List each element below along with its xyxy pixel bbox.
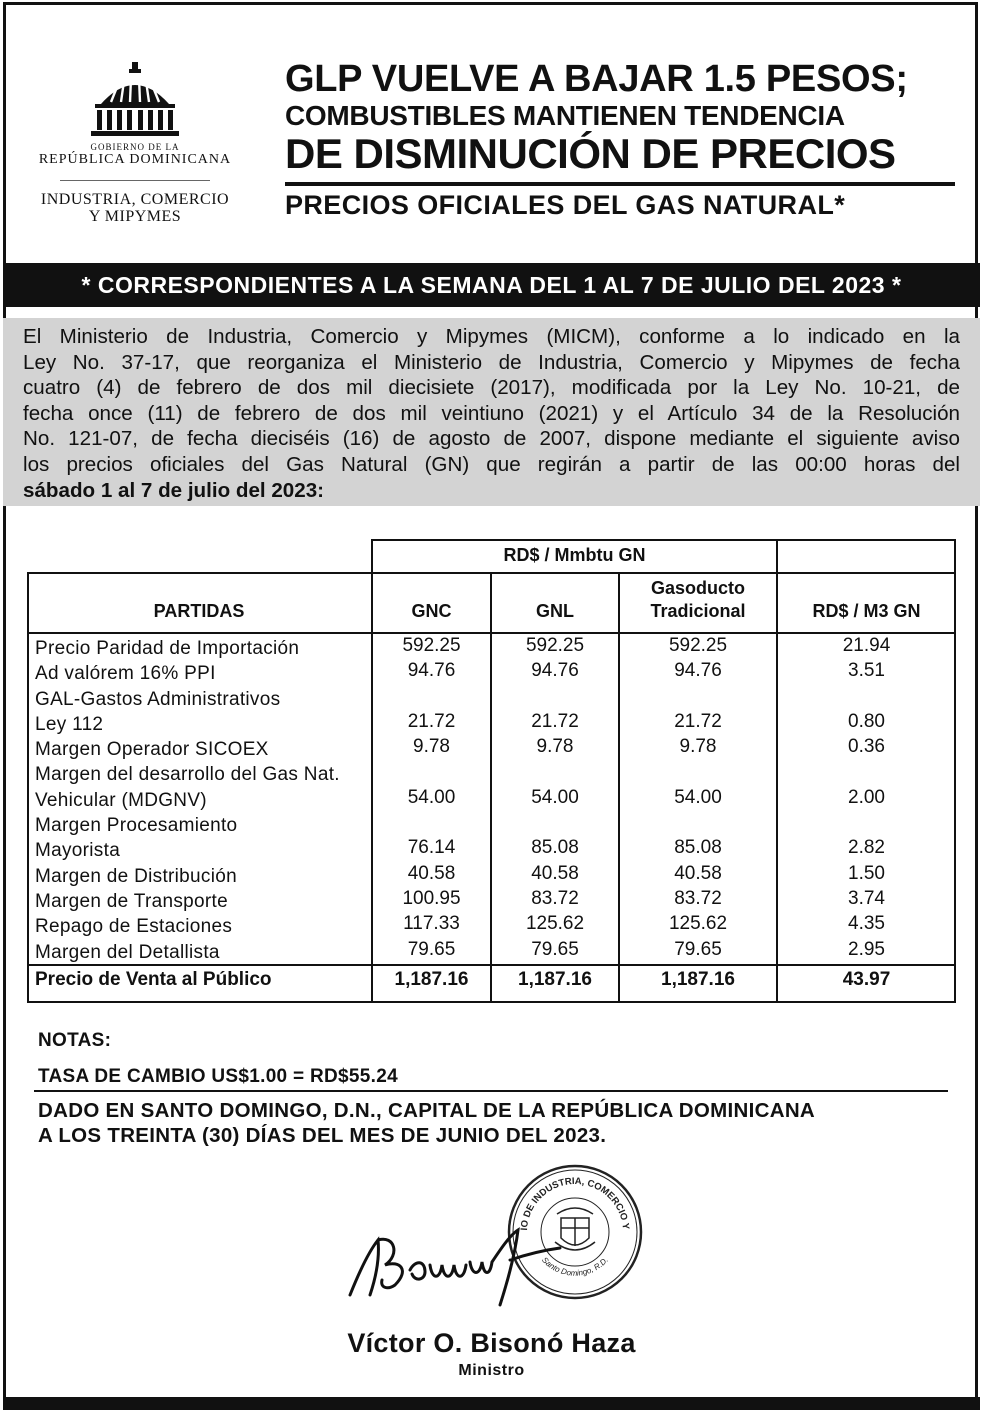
col-header-gnl: GNL [536,601,574,621]
gnl-cell: 94.76 [531,660,579,682]
m3-cell [778,810,955,835]
bottom-bar [3,1397,980,1410]
total-gnl: 1,187.16 [518,969,592,990]
m3-cell: 2.95 [848,938,885,960]
headline-line3: DE DISMINUCIÓN DE PRECIOS [285,130,896,177]
row-label: Margen del Detallista [35,941,220,963]
intro-line-bold: sábado 1 al 7 de julio del 2023: [23,478,325,502]
gasoducto-cell: 94.76 [674,660,722,682]
notes-heading: NOTAS: [38,1030,112,1051]
gnc-cell: 79.65 [407,938,456,960]
headline-subtitle: PRECIOS OFICIALES DEL GAS NATURAL* [285,190,846,220]
gnc-values [373,633,490,962]
ministry-name-line1: INDUSTRIA, COMERCIO [40,191,230,208]
gnc-cell: 40.58 [407,862,456,884]
m3-cell: 1.50 [848,862,885,884]
headline-line2: COMBUSTIBLES MANTIENEN TENDENCIA [285,100,845,131]
gnl-cell: 40.58 [531,862,579,884]
gasoducto-cell: 83.72 [674,887,722,909]
gnl-cell: 83.72 [531,887,579,909]
headline-line1: GLP VUELVE A BAJAR 1.5 PESOS; [285,58,908,100]
gnl-cell: 21.72 [531,710,579,732]
gnl-cell: 592.25 [525,635,585,656]
col-header-m3: RD$ / M3 GN [812,601,921,621]
headline-divider [285,182,955,186]
gasoducto-cell [620,684,776,709]
gnc-cell [373,759,490,784]
headline-block [285,58,955,220]
gnc-cell: 117.33 [403,913,460,935]
gasoducto-cell: 9.78 [679,736,717,758]
row-label: Mayorista [35,840,121,862]
gnl-cell: 9.78 [536,736,574,758]
m3-cell: 0.80 [848,710,885,732]
notes-divider [34,1090,948,1092]
m3-cell: 2.82 [848,837,885,859]
gnl-cell: 79.65 [531,938,579,960]
col-header-gnc: GNC [411,601,452,621]
intro-line: El Ministerio de Industria, Comercio y Mipymes (MICM), conforme a lo indicado en la [23,325,960,348]
gnc-cell: 21.72 [407,710,456,732]
seal-ring-text: IO DE INDUSTRIA, COMERCIO Y [519,1175,631,1231]
intro-line: No. 121-07, de fecha dieciséis (16) de agosto de 2007, dispone mediante el siguiente aviso [23,427,960,451]
gasoducto-cell: 21.72 [674,710,722,732]
row-label: Precio Paridad de Importación [35,638,300,659]
gnc-cell [373,810,490,835]
price-table [27,539,955,1002]
seal-bottom-text: Santo Domingo, R.D. [540,1255,610,1278]
gasoducto-cell: 54.00 [674,786,722,808]
gnl-cell: 54.00 [531,786,579,808]
row-label: Margen Procesamiento [35,815,238,837]
m3-cell [778,684,955,709]
col-header-tradicional: Tradicional [650,601,746,621]
intro-line: Ley No. 37-17, que reorganiza el Ministerio de Industria, Comercio y Mipymes de fecha [23,350,960,374]
gasoducto-values [620,633,776,962]
intro-line: los precios oficiales del Gas Natural (GN) que regirán a partir de las 00:00 horas del [23,452,960,476]
m3-cell: 2.00 [848,786,885,808]
gasoducto-cell: 40.58 [674,862,722,884]
gov-small-text: GOBIERNO DE LA [90,142,180,152]
ministry-name-line2: Y MIPYMES [88,208,182,225]
row-label: Margen Operador SICOEX [35,739,269,761]
col-header-partidas: PARTIDAS [153,601,245,621]
gnl-cell: 85.08 [531,837,579,859]
total-m3: 43.97 [842,969,891,990]
intro-line: cuatro (4) de febrero de dos mil diecisiete (2017), modificada por la Ley No. 10-21, de [23,376,960,400]
gnl-values [492,633,618,962]
week-banner: * CORRESPONDIENTES A LA SEMANA DEL 1 AL 7 DE JULIO DEL 2023 * [3,263,980,307]
m3-cell: 21.94 [842,635,891,656]
gasoducto-cell: 85.08 [674,837,722,859]
issued-statement [38,1098,815,1148]
m3-cell: 0.36 [848,736,885,758]
gnl-cell [492,810,618,835]
intro-line: fecha once (11) de febrero de dos mil veintiuno (2021) y el Artículo 34 de la Resolución [23,401,960,425]
intro-paragraph [3,318,980,506]
gasoducto-cell: 125.62 [668,913,728,935]
m3-cell: 3.74 [848,887,885,909]
total-label: Precio de Venta al Público [35,969,272,990]
m3-cell [778,759,955,784]
m3-cell: 4.35 [848,913,885,935]
gasoducto-cell [620,759,776,784]
row-label: Margen del desarrollo del Gas Nat. [35,764,340,786]
gnc-cell: 76.14 [407,837,456,859]
m3-cell: 3.51 [848,660,885,682]
gnc-cell: 9.78 [413,736,450,758]
gnc-cell: 100.95 [402,887,461,909]
signer-name: Víctor O. Bisonó Haza [347,1328,636,1358]
col-header-gasoducto: Gasoducto [650,578,745,598]
issued-line2: A LOS TREINTA (30) DÍAS DEL MES DE JUNIO DEL 2023. [38,1124,607,1147]
gnc-cell: 592.25 [402,635,461,656]
row-label: Vehicular (MDGNV) [35,789,207,811]
issued-line1: DADO EN SANTO DOMINGO, D.N., CAPITAL DE LA REPÚBLICA DOMINICANA [38,1099,816,1122]
exchange-rate: TASA DE CAMBIO US$1.00 = RD$55.24 [38,1066,398,1087]
group-header: RD$ / Mmbtu GN [503,545,646,565]
gnl-cell [492,759,618,784]
gnc-cell [373,684,490,709]
signer-role: Ministro [458,1362,525,1379]
row-label: Ad valórem 16% PPI [35,663,216,685]
row-label: Margen de Transporte [35,890,228,912]
gov-big-text: REPÚBLICA DOMINICANA [38,152,232,167]
total-gasoducto: 1,187.16 [661,969,735,990]
gasoducto-cell: 592.25 [668,635,728,656]
signature [340,1210,570,1315]
total-gnc: 1,187.16 [394,969,469,990]
gasoducto-cell [620,810,776,835]
gnl-cell: 125.62 [525,913,585,935]
gnc-cell: 94.76 [407,660,456,682]
national-palace-icon [87,60,183,140]
m3-values [778,633,955,962]
gasoducto-cell: 79.65 [674,938,722,960]
row-labels [35,636,340,965]
logo-divider [60,180,210,181]
gnc-cell: 54.00 [407,786,456,808]
government-logo [20,60,250,225]
row-label: Ley 112 [35,713,104,735]
row-label: GAL-Gastos Administrativos [35,688,281,710]
row-label: Margen de Distribución [35,865,237,887]
gnl-cell [492,684,618,709]
row-label: Repago de Estaciones [35,916,233,938]
